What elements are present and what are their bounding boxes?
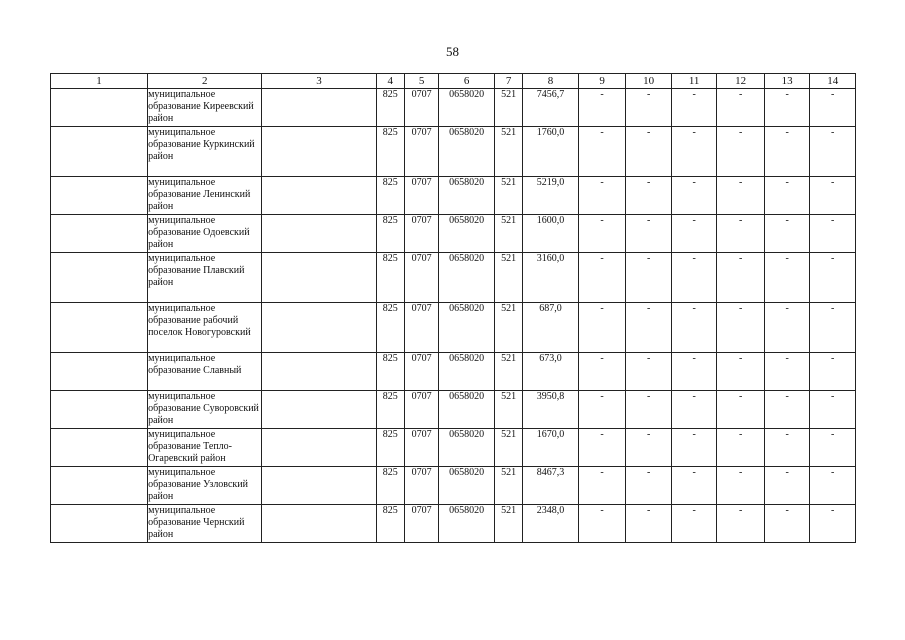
dash-cell: - xyxy=(626,89,672,127)
recipient-name-cell: муниципальное образование Плавский район xyxy=(148,253,262,303)
dash-cell: - xyxy=(671,467,717,505)
dash-cell: - xyxy=(626,353,672,391)
dash-cell: - xyxy=(671,303,717,353)
column-header: 2 xyxy=(148,74,262,89)
code-cell: 825 xyxy=(376,89,404,127)
dash-cell: - xyxy=(717,127,765,177)
empty-cell xyxy=(51,429,148,467)
dash-cell: - xyxy=(810,429,856,467)
empty-cell xyxy=(262,505,376,543)
code-cell: 521 xyxy=(494,391,522,429)
dash-cell: - xyxy=(626,467,672,505)
dash-cell: - xyxy=(578,353,626,391)
dash-cell: - xyxy=(578,429,626,467)
dash-cell: - xyxy=(810,353,856,391)
code-cell: 0707 xyxy=(404,89,438,127)
column-header: 9 xyxy=(578,74,626,89)
empty-cell xyxy=(51,467,148,505)
dash-cell: - xyxy=(764,353,810,391)
empty-cell xyxy=(262,391,376,429)
dash-cell: - xyxy=(810,505,856,543)
dash-cell: - xyxy=(671,127,717,177)
column-header: 14 xyxy=(810,74,856,89)
column-header: 10 xyxy=(626,74,672,89)
dash-cell: - xyxy=(626,253,672,303)
code-cell: 0707 xyxy=(404,253,438,303)
dash-cell: - xyxy=(717,215,765,253)
dash-cell: - xyxy=(626,177,672,215)
code-cell: 825 xyxy=(376,429,404,467)
code-cell: 0707 xyxy=(404,177,438,215)
dash-cell: - xyxy=(717,303,765,353)
amount-cell: 3160,0 xyxy=(523,253,579,303)
amount-cell: 3950,8 xyxy=(523,391,579,429)
column-header: 1 xyxy=(51,74,148,89)
dash-cell: - xyxy=(764,253,810,303)
code-cell: 0658020 xyxy=(439,253,495,303)
empty-cell xyxy=(262,215,376,253)
empty-cell xyxy=(262,429,376,467)
code-cell: 0707 xyxy=(404,215,438,253)
amount-cell: 1600,0 xyxy=(523,215,579,253)
empty-cell xyxy=(51,505,148,543)
code-cell: 521 xyxy=(494,89,522,127)
recipient-name-cell: муниципальное образование Узловский район xyxy=(148,467,262,505)
dash-cell: - xyxy=(671,429,717,467)
empty-cell xyxy=(262,89,376,127)
code-cell: 521 xyxy=(494,303,522,353)
table-row xyxy=(51,429,856,467)
amount-cell: 687,0 xyxy=(523,303,579,353)
empty-cell xyxy=(51,127,148,177)
code-cell: 825 xyxy=(376,467,404,505)
code-cell: 0658020 xyxy=(439,467,495,505)
dash-cell: - xyxy=(671,177,717,215)
dash-cell: - xyxy=(578,127,626,177)
code-cell: 0658020 xyxy=(439,391,495,429)
code-cell: 0658020 xyxy=(439,429,495,467)
dash-cell: - xyxy=(810,467,856,505)
amount-cell: 2348,0 xyxy=(523,505,579,543)
column-header: 7 xyxy=(494,74,522,89)
dash-cell: - xyxy=(578,391,626,429)
code-cell: 521 xyxy=(494,353,522,391)
empty-cell xyxy=(51,253,148,303)
amount-cell: 8467,3 xyxy=(523,467,579,505)
amount-cell: 1760,0 xyxy=(523,127,579,177)
empty-cell xyxy=(262,467,376,505)
code-cell: 825 xyxy=(376,127,404,177)
column-header: 13 xyxy=(764,74,810,89)
dash-cell: - xyxy=(717,353,765,391)
code-cell: 0707 xyxy=(404,505,438,543)
dash-cell: - xyxy=(626,429,672,467)
empty-cell xyxy=(51,391,148,429)
dash-cell: - xyxy=(717,391,765,429)
page-number: 58 xyxy=(446,44,459,59)
dash-cell: - xyxy=(578,177,626,215)
empty-cell xyxy=(51,353,148,391)
code-cell: 521 xyxy=(494,177,522,215)
recipient-name-cell: муниципальное образование Суворовский район xyxy=(148,391,262,429)
recipient-name-cell: муниципальное образование Одоевский район xyxy=(148,215,262,253)
code-cell: 0658020 xyxy=(439,89,495,127)
column-header: 6 xyxy=(439,74,495,89)
dash-cell: - xyxy=(626,505,672,543)
column-header: 5 xyxy=(404,74,438,89)
table-row xyxy=(51,353,856,391)
table-row xyxy=(51,253,856,303)
dash-cell: - xyxy=(810,253,856,303)
code-cell: 825 xyxy=(376,353,404,391)
dash-cell: - xyxy=(578,467,626,505)
empty-cell xyxy=(262,253,376,303)
code-cell: 0658020 xyxy=(439,215,495,253)
dash-cell: - xyxy=(764,303,810,353)
dash-cell: - xyxy=(578,303,626,353)
dash-cell: - xyxy=(578,505,626,543)
code-cell: 825 xyxy=(376,253,404,303)
dash-cell: - xyxy=(764,215,810,253)
dash-cell: - xyxy=(764,429,810,467)
dash-cell: - xyxy=(671,505,717,543)
empty-cell xyxy=(51,89,148,127)
dash-cell: - xyxy=(717,505,765,543)
empty-cell xyxy=(262,303,376,353)
code-cell: 521 xyxy=(494,505,522,543)
code-cell: 825 xyxy=(376,303,404,353)
dash-cell: - xyxy=(717,429,765,467)
code-cell: 825 xyxy=(376,505,404,543)
amount-cell: 673,0 xyxy=(523,353,579,391)
code-cell: 0658020 xyxy=(439,303,495,353)
code-cell: 521 xyxy=(494,215,522,253)
dash-cell: - xyxy=(810,215,856,253)
dash-cell: - xyxy=(764,505,810,543)
dash-cell: - xyxy=(764,89,810,127)
table-row xyxy=(51,303,856,353)
dash-cell: - xyxy=(626,215,672,253)
empty-cell xyxy=(262,353,376,391)
dash-cell: - xyxy=(764,177,810,215)
dash-cell: - xyxy=(671,215,717,253)
dash-cell: - xyxy=(717,253,765,303)
code-cell: 0658020 xyxy=(439,127,495,177)
dash-cell: - xyxy=(671,253,717,303)
table-row xyxy=(51,391,856,429)
recipient-name-cell: муниципальное образование Киреевский район xyxy=(148,89,262,127)
dash-cell: - xyxy=(671,89,717,127)
recipient-name-cell: муниципальное образование рабочий поселок Новогуровский xyxy=(148,303,262,353)
column-header: 8 xyxy=(523,74,579,89)
dash-cell: - xyxy=(717,89,765,127)
empty-cell xyxy=(51,215,148,253)
dash-cell: - xyxy=(764,467,810,505)
dash-cell: - xyxy=(717,467,765,505)
code-cell: 0707 xyxy=(404,467,438,505)
dash-cell: - xyxy=(626,127,672,177)
column-header: 11 xyxy=(671,74,717,89)
column-header: 12 xyxy=(717,74,765,89)
dash-cell: - xyxy=(578,215,626,253)
table-row xyxy=(51,215,856,253)
empty-cell xyxy=(262,127,376,177)
recipient-name-cell: муниципальное образование Чернский район xyxy=(148,505,262,543)
dash-cell: - xyxy=(810,89,856,127)
amount-cell: 7456,7 xyxy=(523,89,579,127)
table-row xyxy=(51,505,856,543)
dash-cell: - xyxy=(764,127,810,177)
column-header: 4 xyxy=(376,74,404,89)
dash-cell: - xyxy=(578,89,626,127)
column-header: 3 xyxy=(262,74,376,89)
table-row xyxy=(51,89,856,127)
recipient-name-cell: муниципальное образование Славный xyxy=(148,353,262,391)
amount-cell: 5219,0 xyxy=(523,177,579,215)
dash-cell: - xyxy=(626,391,672,429)
column-number-row xyxy=(51,74,856,89)
dash-cell: - xyxy=(764,391,810,429)
dash-cell: - xyxy=(578,253,626,303)
code-cell: 521 xyxy=(494,127,522,177)
empty-cell xyxy=(51,303,148,353)
code-cell: 0658020 xyxy=(439,505,495,543)
recipient-name-cell: муниципальное образование Тепло-Огаревский район xyxy=(148,429,262,467)
dash-cell: - xyxy=(717,177,765,215)
dash-cell: - xyxy=(810,303,856,353)
amount-cell: 1670,0 xyxy=(523,429,579,467)
empty-cell xyxy=(262,177,376,215)
code-cell: 825 xyxy=(376,177,404,215)
table-row xyxy=(51,127,856,177)
code-cell: 825 xyxy=(376,391,404,429)
code-cell: 521 xyxy=(494,467,522,505)
code-cell: 0707 xyxy=(404,353,438,391)
dash-cell: - xyxy=(626,303,672,353)
code-cell: 825 xyxy=(376,215,404,253)
table-body xyxy=(51,89,856,543)
code-cell: 521 xyxy=(494,429,522,467)
code-cell: 0707 xyxy=(404,127,438,177)
dash-cell: - xyxy=(810,177,856,215)
empty-cell xyxy=(51,177,148,215)
dash-cell: - xyxy=(810,127,856,177)
recipient-name-cell: муниципальное образование Куркинский район xyxy=(148,127,262,177)
table-row xyxy=(51,177,856,215)
dash-cell: - xyxy=(671,353,717,391)
code-cell: 0658020 xyxy=(439,177,495,215)
recipient-name-cell: муниципальное образование Ленинский район xyxy=(148,177,262,215)
code-cell: 0658020 xyxy=(439,353,495,391)
code-cell: 0707 xyxy=(404,303,438,353)
budget-table xyxy=(50,73,856,543)
dash-cell: - xyxy=(810,391,856,429)
code-cell: 521 xyxy=(494,253,522,303)
dash-cell: - xyxy=(671,391,717,429)
code-cell: 0707 xyxy=(404,391,438,429)
code-cell: 0707 xyxy=(404,429,438,467)
table-row xyxy=(51,467,856,505)
